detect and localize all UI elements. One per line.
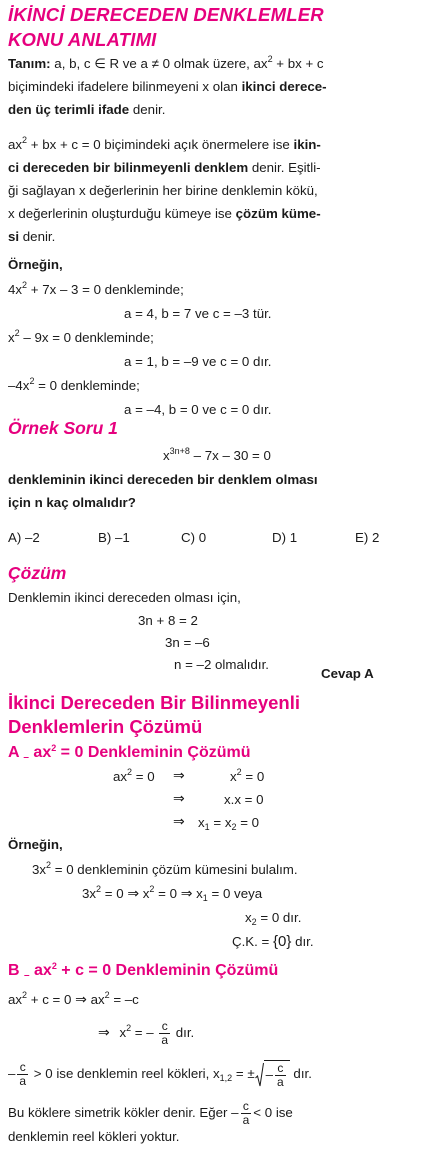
part-b-row-5: denklemin reel kökleri yoktur. [8, 1129, 180, 1144]
part-a-solution-set: Ç.K. = {0} dır. [232, 933, 314, 950]
implies-icon: ⇒ [98, 1024, 110, 1041]
part-b-row-3: – $\frac{c}{a}$ > 0 ise denklemin reel kökleri, $x_{1,2}$ = ± – $\frac{c}{a}$ dır. [8, 1060, 312, 1089]
para2-line-4: x değerlerinin oluşturduğu kümeye ise çözüm küme- [8, 206, 321, 221]
fraction-c-over-a: $\frac{c}{a}$ [161, 1019, 169, 1047]
solution-step-2: 3n = –6 [165, 635, 210, 650]
part-a-row-1-right: $x^2 = 0$ [230, 767, 265, 784]
title-line-1: İKİNCİ DERECEDEN DENKLEMLER [8, 4, 324, 25]
option-a[interactable]: A) –2 [8, 530, 40, 545]
definition-line-3: den üç terimli ifade denir. [8, 102, 166, 117]
part-b-heading: $B - ax^2 + c = 0$ Denkleminin Çözümü [8, 961, 279, 981]
para2-line-5: si denir. [8, 229, 56, 244]
definition-label: Tanım: [8, 56, 51, 71]
solution-step-3: n = –2 olmalıdır. [174, 657, 269, 672]
part-b-row-2: ⇒ $x^2$ = – $\frac{c}{a}$ dır. [98, 1019, 195, 1047]
part-a-row-3: $x_1 = x_2 = 0$ [198, 815, 260, 832]
part-a-example-3: $x_2 = 0$ dır. [245, 910, 302, 927]
section-heading-1: İkinci Dereceden Bir Bilinmeyenli [8, 692, 300, 713]
part-a-row-1-left: $ax^2 = 0$ [113, 767, 155, 784]
option-d[interactable]: D) 1 [272, 530, 298, 545]
implies-icon: ⇒ [173, 767, 185, 783]
part-a-example-2: $3x^2 = 0$ ⇒ $x^2 = 0$ ⇒ $x_1 = 0$ veya [82, 884, 263, 903]
para2-line-3: ği sağlayan x değerlerinin her birine denklemin kökü, [8, 183, 318, 198]
implies-icon: ⇒ [173, 790, 185, 806]
option-c[interactable]: C) 0 [181, 530, 207, 545]
implies-icon: ⇒ [173, 813, 185, 829]
option-e[interactable]: E) 2 [355, 530, 380, 545]
solution-text: Denklemin ikinci dereceden olması için, [8, 590, 241, 605]
implies-icon: ⇒ [127, 885, 140, 901]
solution-heading: Çözüm [8, 563, 67, 583]
part-a-example-label: Örneğin, [8, 837, 63, 852]
solution-step-1: 3n + 8 = 2 [138, 613, 198, 628]
example-eq-1: $4x^2 + 7x - 3 = 0$ denkleminde; [8, 280, 184, 297]
example-result-2: a = 1, b = –9 ve c = 0 dır. [124, 354, 272, 369]
part-b-row-1: $ax^2 + c = 0$ ⇒ $ax^2 = -c$ [8, 990, 139, 1007]
question-heading: Örnek Soru 1 [8, 418, 118, 438]
section-heading-2: Denklemlerin Çözümü [8, 716, 203, 737]
option-b[interactable]: B) –1 [98, 530, 130, 545]
definition-line-2: biçimindeki ifadelere bilinmeyeni x olan ikinci derece- [8, 79, 327, 94]
example-result-3: a = –4, b = 0 ve c = 0 dır. [124, 402, 272, 417]
implies-icon: ⇒ [180, 885, 193, 901]
example-result-1: a = 4, b = 7 ve c = –3 tür. [124, 306, 272, 321]
question-text-2: için n kaç olmalıdır? [8, 495, 136, 510]
part-a-heading: $A - ax^2 = 0$ Denkleminin Çözümü [8, 743, 251, 763]
example-label: Örneğin, [8, 257, 63, 272]
question-equation: $x^{3n+8} - 7x - 30 = 0$ [163, 446, 271, 463]
para2-line-1: $ax^2$ + bx + c = 0 biçimindeki açık önermelere ise ikin- [8, 135, 321, 152]
fraction-c-over-a: $\frac{c}{a}$ [19, 1060, 27, 1088]
para2-line-2: ci dereceden bir bilinmeyenli denklem denir. Eşitli- [8, 160, 321, 175]
example-eq-3: $-4x^2 = 0$ denkleminde; [8, 376, 140, 393]
part-a-row-2: x.x = 0 [224, 792, 264, 807]
part-b-row-4: Bu köklere simetrik kökler denir. Eğer – $\frac{c}{a}$ < 0 ise [8, 1099, 293, 1127]
fraction-c-over-a: $\frac{c}{a}$ [277, 1061, 284, 1089]
definition-line-1: Tanım: a, b, c ∈ R ve a ≠ 0 olmak üzere, $ax^2$ + bx + c [8, 54, 324, 71]
answer: Cevap A [321, 666, 374, 681]
implies-icon: ⇒ [75, 991, 87, 1007]
title-line-2: KONU ANLATIMI [8, 29, 157, 50]
square-root-icon: – $\frac{c}{a}$ [255, 1060, 290, 1089]
part-a-example-1: $3x^2 = 0$ denkleminin çözüm kümesini bulalım. [32, 860, 298, 877]
question-text-1: denkleminin ikinci dereceden bir denklem olması [8, 472, 318, 487]
example-eq-2: $x^2 - 9x = 0$ denkleminde; [8, 328, 154, 345]
fraction-c-over-a: $\frac{c}{a}$ [242, 1099, 250, 1127]
